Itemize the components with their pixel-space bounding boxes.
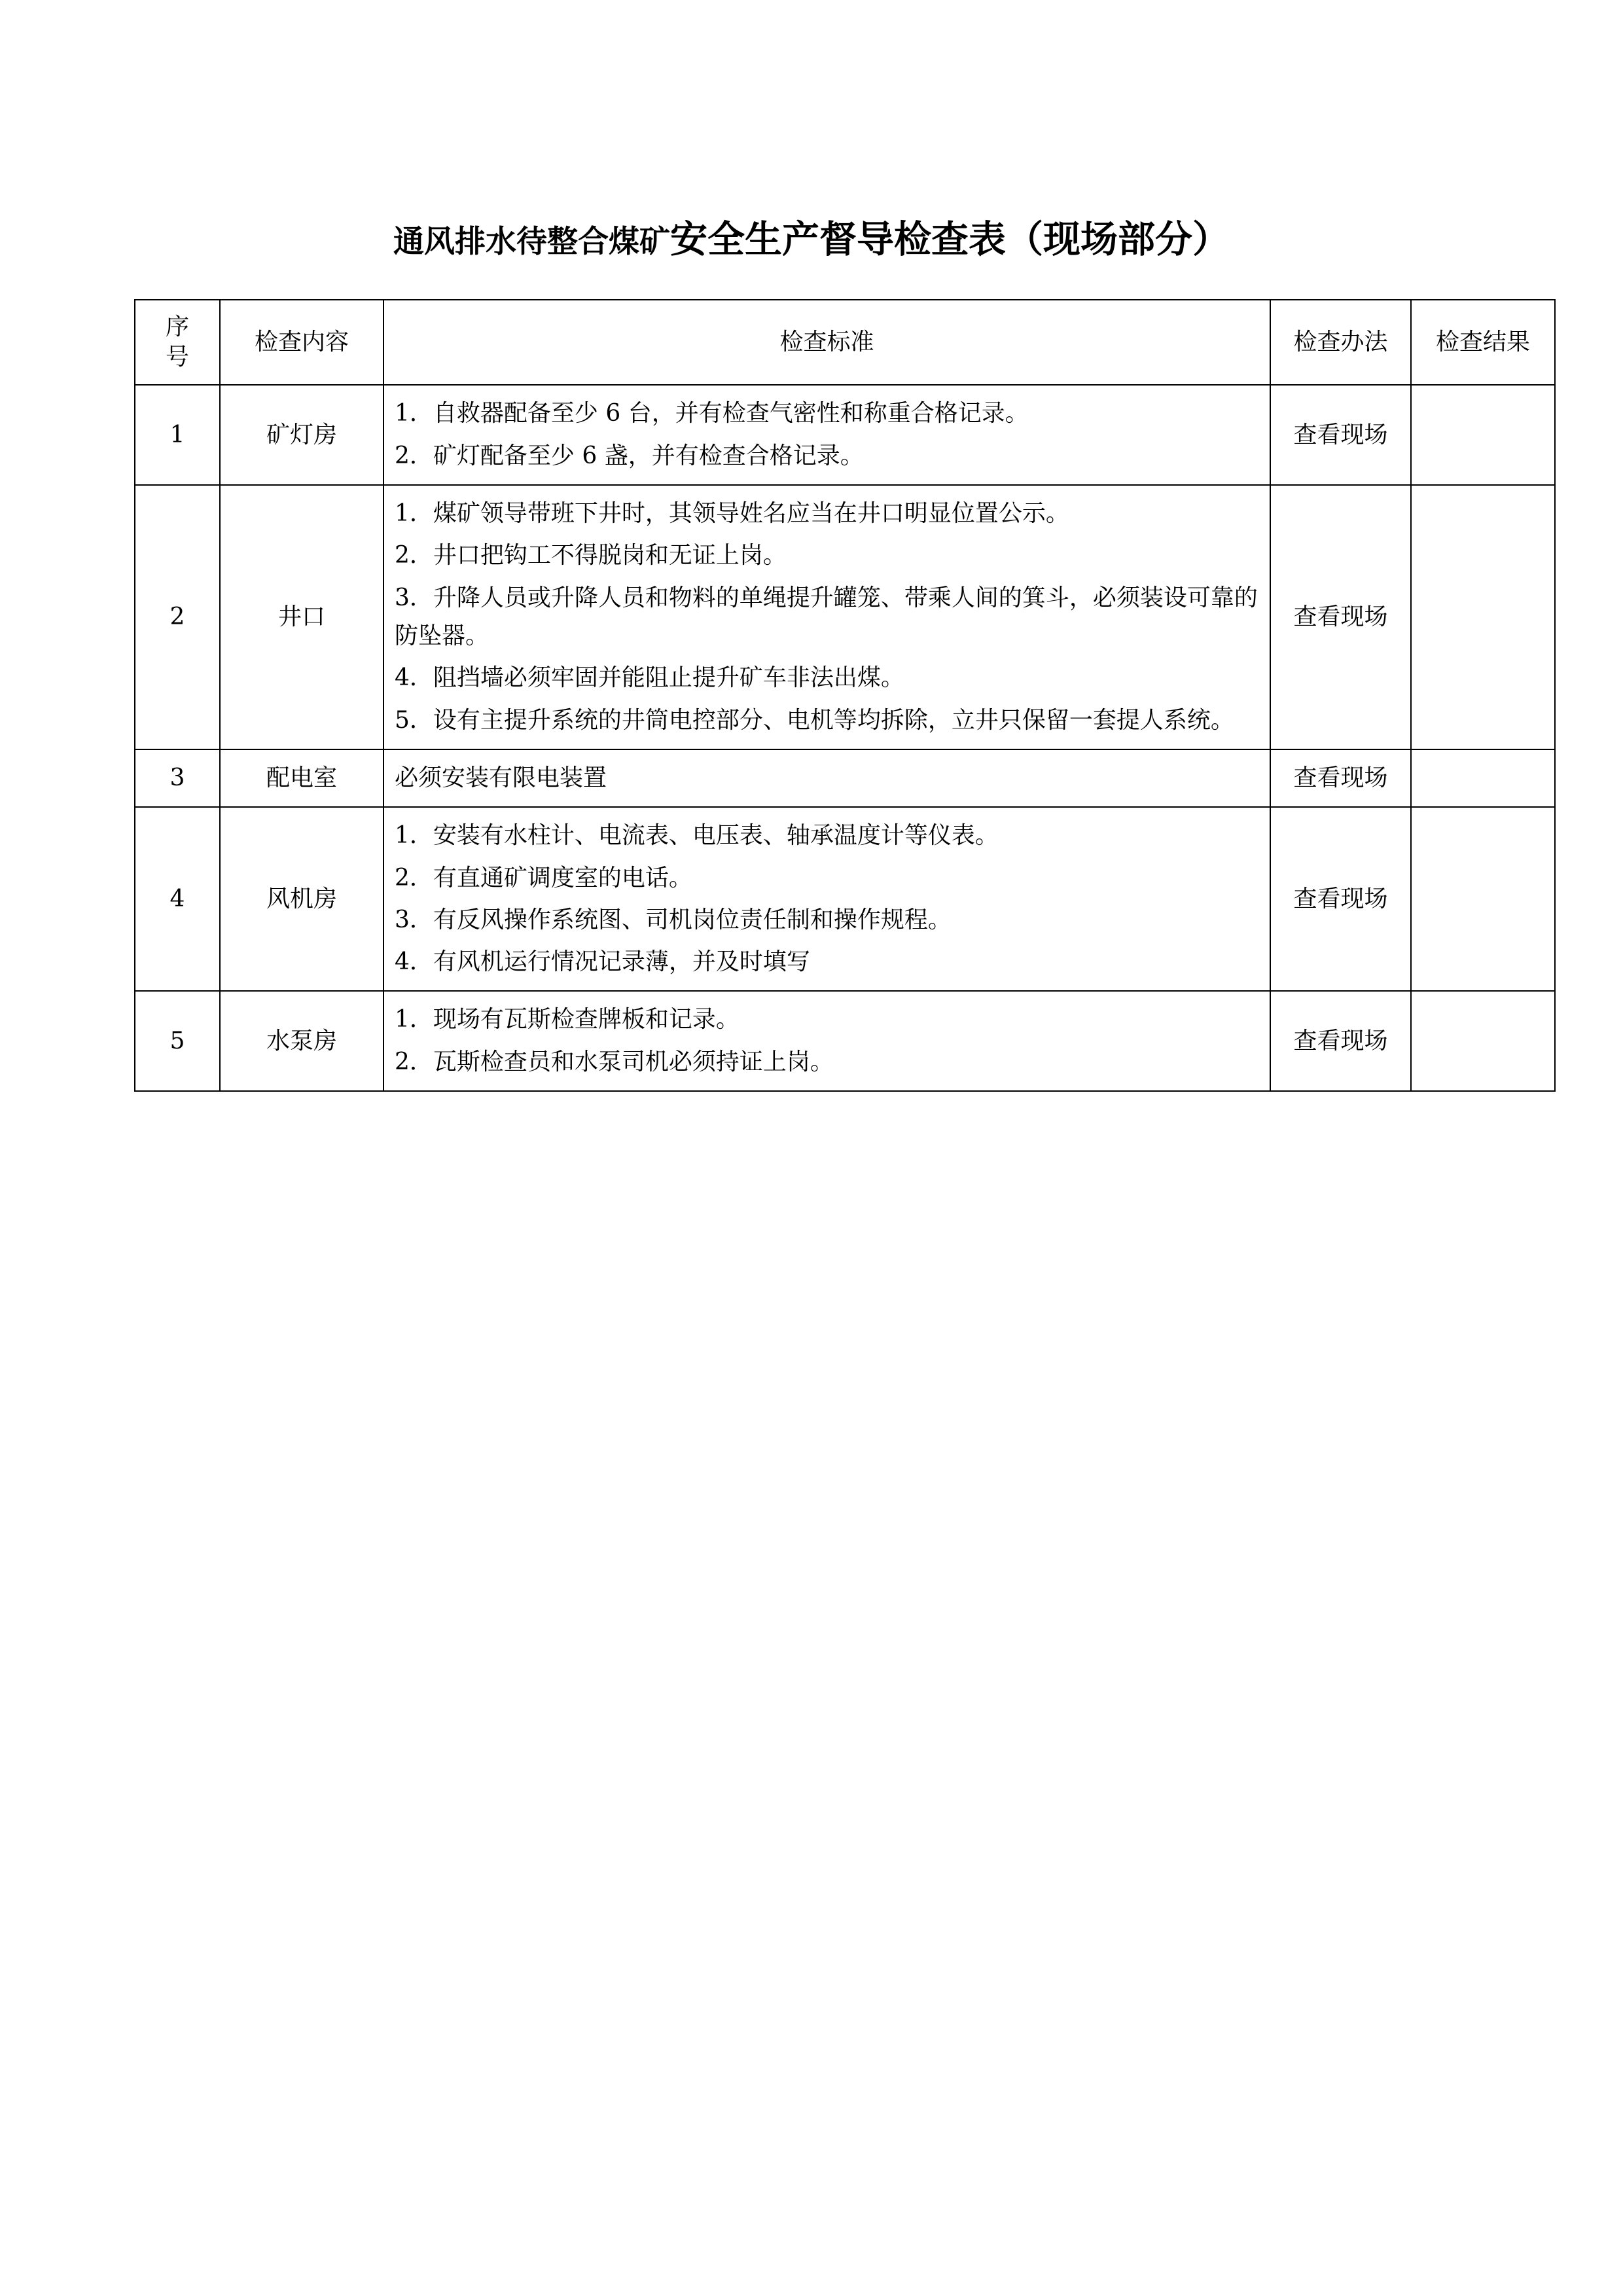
column-header-no-line1: 序	[165, 314, 189, 341]
standard-line: 4．有风机运行情况记录薄，并及时填写	[395, 948, 810, 976]
table-body	[135, 385, 1555, 1091]
row-result[interactable]	[1411, 385, 1555, 485]
row-standard	[383, 485, 1270, 749]
row-standard	[383, 749, 1270, 807]
table-row	[135, 749, 1555, 807]
inspection-table	[134, 299, 1556, 1092]
row-content: 风机房	[220, 807, 383, 991]
table-header-row	[135, 300, 1555, 385]
row-number: 4	[135, 807, 220, 991]
row-method: 查看现场	[1270, 807, 1411, 991]
column-header-standard: 检查标准	[383, 300, 1270, 385]
row-content: 配电室	[220, 749, 383, 807]
row-number: 2	[135, 485, 220, 749]
standard-line: 5．设有主提升系统的井筒电控部分、电机等均拆除，立井只保留一套提人系统。	[395, 706, 1234, 734]
row-content: 矿灯房	[220, 385, 383, 485]
row-result[interactable]	[1411, 991, 1555, 1091]
standard-line: 3．有反风操作系统图、司机岗位责任制和操作规程。	[395, 906, 952, 933]
standard-line: 1．煤矿领导带班下井时，其领导姓名应当在井口明显位置公示。	[395, 500, 1069, 528]
row-result[interactable]	[1411, 485, 1555, 749]
row-content: 水泵房	[220, 991, 383, 1091]
standard-line: 1．自救器配备至少 6 台，并有检查气密性和称重合格记录。	[395, 400, 1029, 427]
row-result[interactable]	[1411, 807, 1555, 991]
row-standard	[383, 385, 1270, 485]
row-number: 5	[135, 991, 220, 1091]
column-header-no	[135, 300, 220, 385]
row-standard	[383, 807, 1270, 991]
standard-line: 2．瓦斯检查员和水泵司机必须持证上岗。	[395, 1048, 834, 1075]
row-result[interactable]	[1411, 749, 1555, 807]
standard-line: 2．矿灯配备至少 6 盏，并有检查合格记录。	[395, 442, 864, 469]
column-header-no-line2: 号	[165, 344, 189, 371]
standard-line: 1．安装有水柱计、电流表、电压表、轴承温度计等仪表。	[395, 822, 999, 850]
row-standard	[383, 991, 1270, 1091]
standard-line: 3．升降人员或升降人员和物料的单绳提升罐笼、带乘人间的箕斗，必须装设可靠的防坠器。	[395, 584, 1258, 649]
row-method: 查看现场	[1270, 749, 1411, 807]
standard-line: 必须安装有限电装置	[395, 764, 607, 791]
standard-line: 4．阻挡墙必须牢固并能阻止提升矿车非法出煤。	[395, 664, 904, 692]
standard-line: 1．现场有瓦斯检查牌板和记录。	[395, 1006, 740, 1033]
table-header	[135, 300, 1555, 385]
table-row	[135, 807, 1555, 991]
page-title-prefix: 通风排水待整合煤矿	[393, 224, 670, 260]
row-number: 1	[135, 385, 220, 485]
column-header-result: 检查结果	[1411, 300, 1555, 385]
page-title-main: 安全生产督导检查表（现场部分）	[670, 217, 1230, 261]
page-title	[134, 216, 1489, 262]
table-row	[135, 385, 1555, 485]
table-row	[135, 991, 1555, 1091]
table-row	[135, 485, 1555, 749]
standard-line: 2．有直通矿调度室的电话。	[395, 864, 692, 891]
column-header-method: 检查办法	[1270, 300, 1411, 385]
column-header-content: 检查内容	[220, 300, 383, 385]
row-number: 3	[135, 749, 220, 807]
row-method: 查看现场	[1270, 991, 1411, 1091]
standard-line: 2．井口把钩工不得脱岗和无证上岗。	[395, 542, 787, 569]
row-content: 井口	[220, 485, 383, 749]
row-method: 查看现场	[1270, 485, 1411, 749]
row-method: 查看现场	[1270, 385, 1411, 485]
